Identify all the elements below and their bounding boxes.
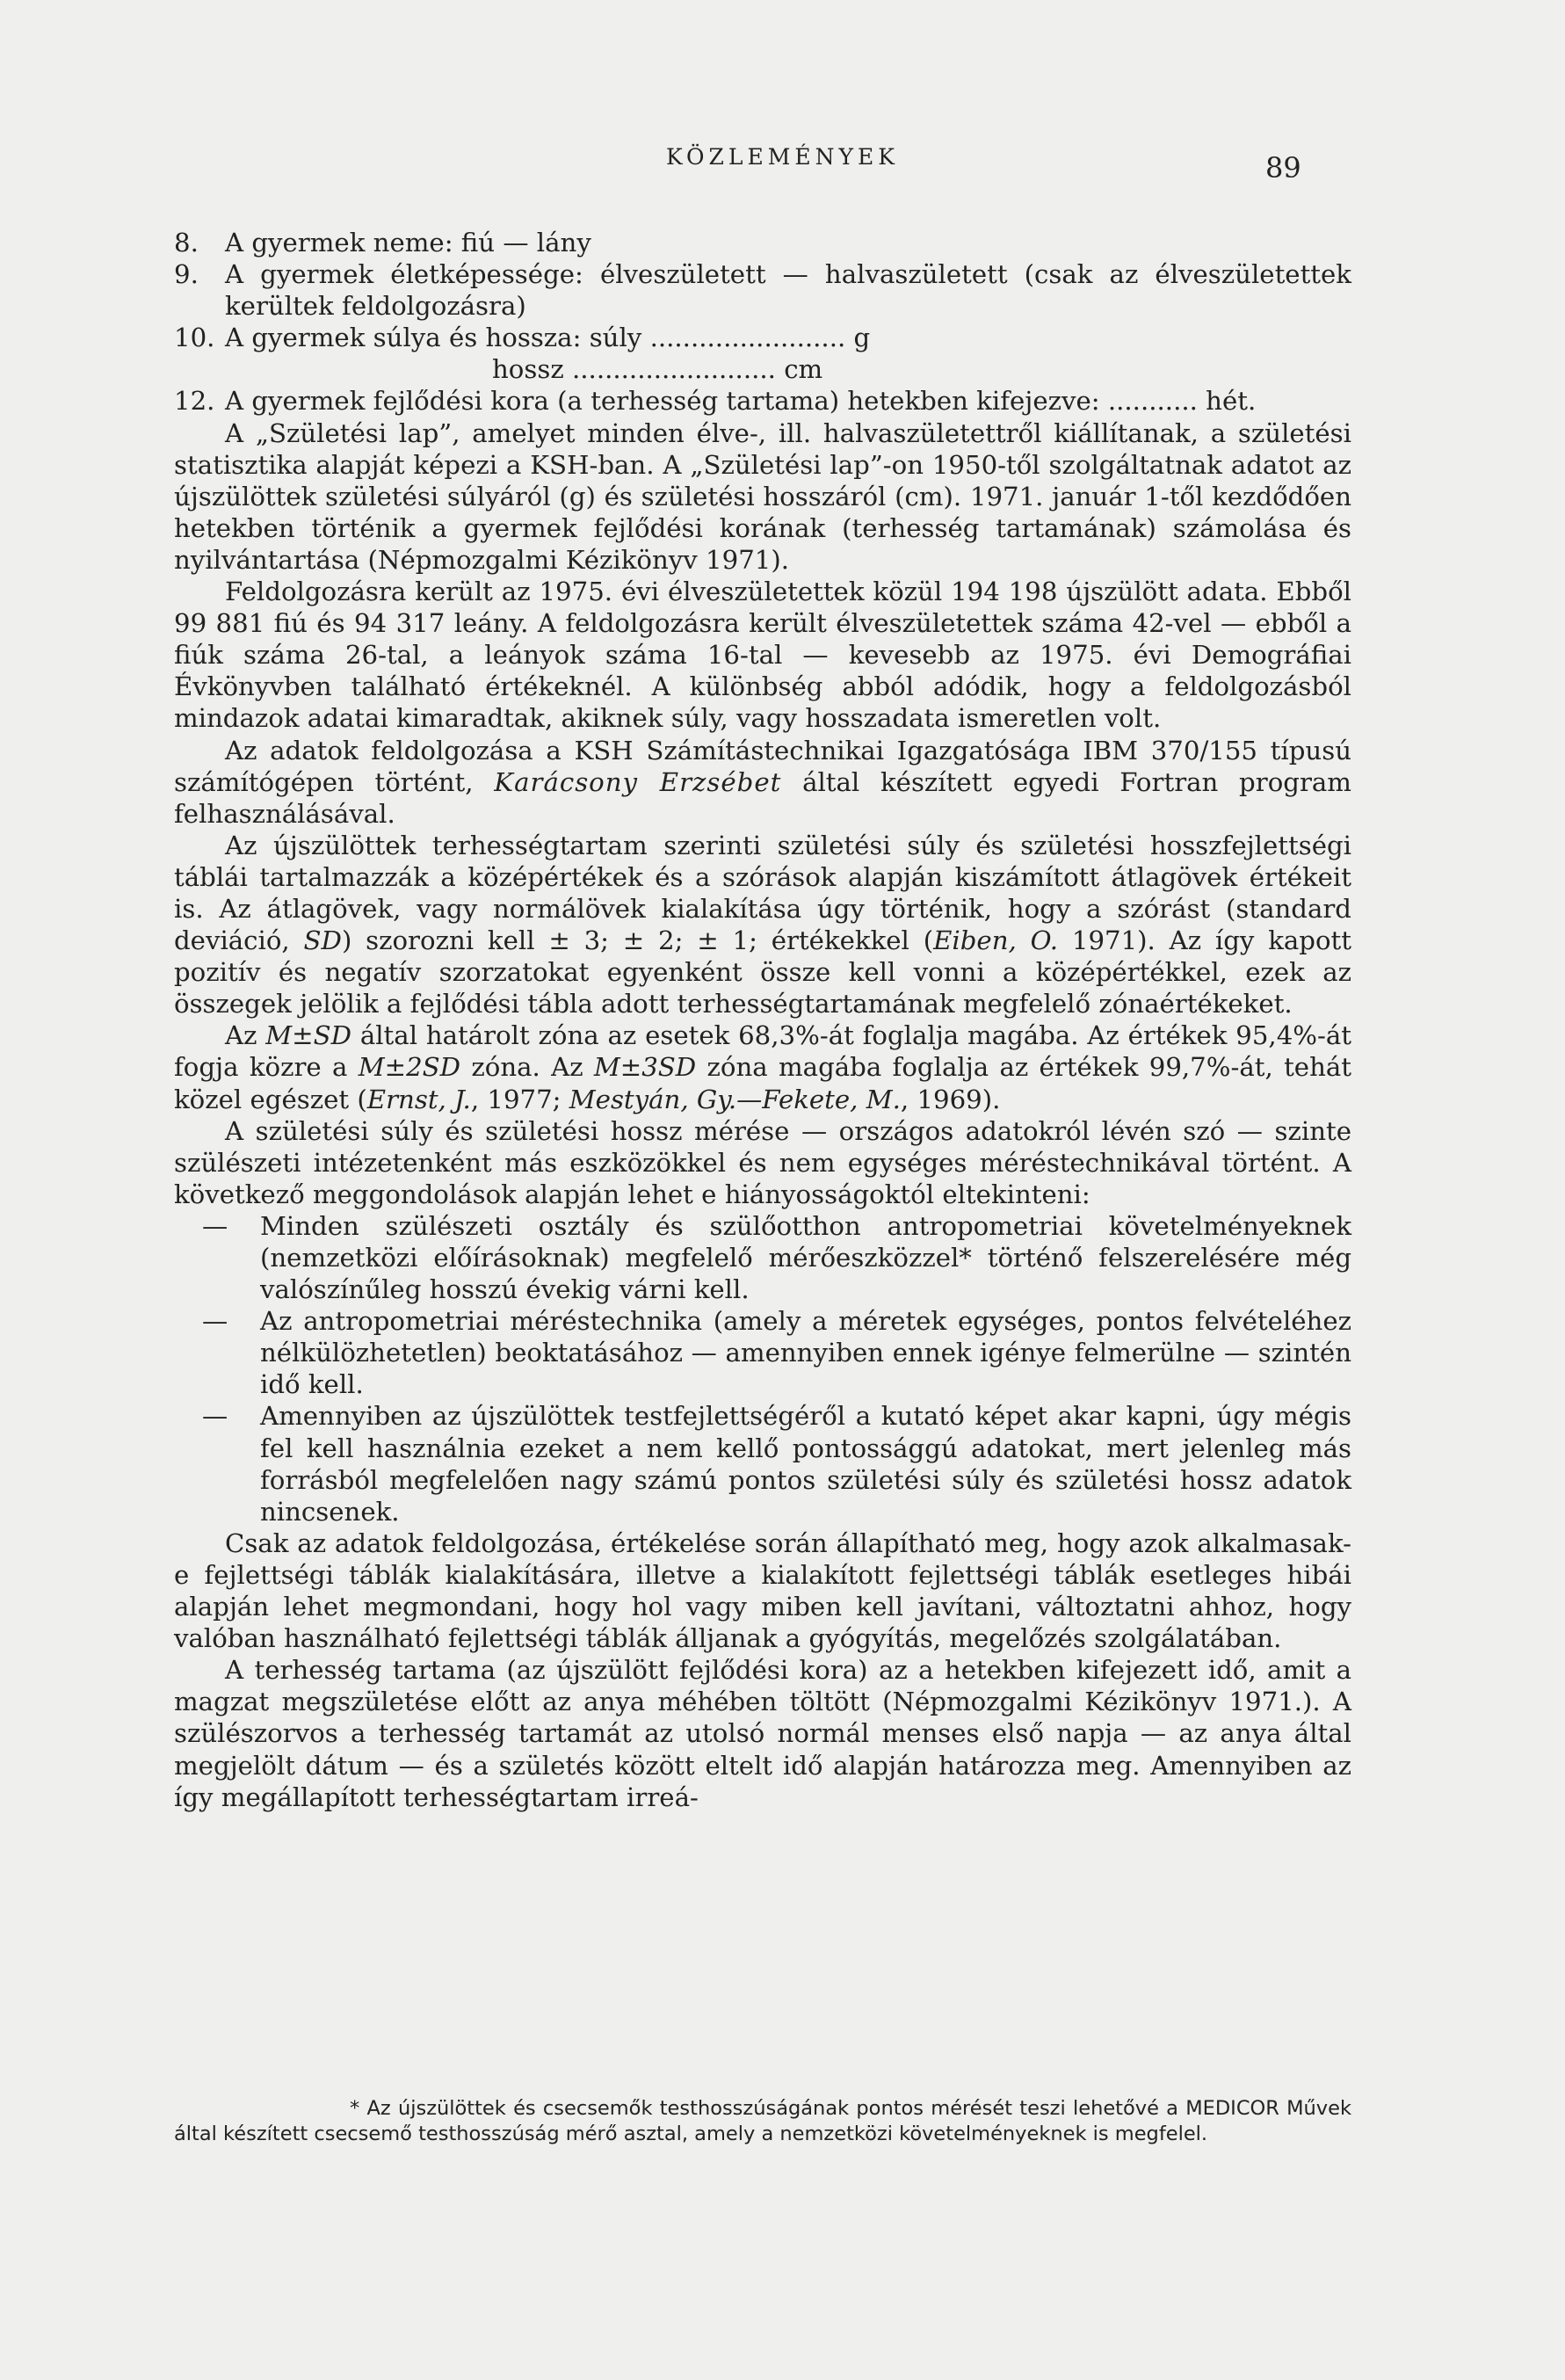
main-text xyxy=(174,227,1351,1813)
text-run: zóna magába foglalja az értékek 99,7%-át, tehát közel egészet ( xyxy=(174,1052,1351,1114)
citation: Ernst, J. xyxy=(366,1084,471,1114)
item-text: A gyermek életképessége: élveszületett — halvaszületett (csak az élveszületettek kerültek feldolgozásra) xyxy=(225,259,1351,322)
text-run: ) szorozni kell ± 3; ± 2; ± 1; értékekkel ( xyxy=(341,925,934,956)
dash-item xyxy=(174,1305,1351,1400)
text-run: Az xyxy=(225,1020,266,1051)
text-run: 1971). Az így kapott pozitív és negatív szorzatokat egyenként össze kell vonni a középértékkel, ezek az összegek jelölik a fejlődési tábla adott terhességtartamának megfelelő zónaértékeket. xyxy=(174,925,1352,1019)
text-run: Az újszülöttek terhességtartam szerinti születési súly és születési hosszfejlettségi táblái tartalmazzák a középértékek és a szórások alapján kiszámított átlagövek értékeit is. Az átlagövek, vagy normálövek kialakítása úgy történik, hogy a szórást (standard deviáció, xyxy=(174,830,1351,956)
formula: M±2SD xyxy=(358,1052,461,1083)
item-text: hossz ......................... cm xyxy=(492,354,823,385)
dash-text: Minden szülészeti osztály és szülőotthon antropometriai követelményeknek (nemzetközi előírásoknak) megfelelő mérőeszközzel* történő felszerelésére még valószínűleg hosszú évekig várni kell. xyxy=(260,1210,1351,1305)
sd-symbol: SD xyxy=(303,925,342,956)
text-run: , 1969). xyxy=(900,1084,1001,1114)
list-item-9 xyxy=(174,258,1351,322)
text-run: , 1977; xyxy=(470,1084,569,1114)
item-number: 9. xyxy=(174,259,199,290)
paragraph-gestation: A terhesség tartama (az újszülött fejlődési kora) az a hetekben kifejezett idő, amit a magzat megszületése előtt az anya méhében töltött (Népmozgalmi Kézikönyv 1971.). A szülészorvos a terhesség tartamát az utolsó normál menses első napja — az anya által megjelölt dátum — és a születés között eltelt idő alapján határozza meg. Amennyiben az így megállapított terhességtartam irreá- xyxy=(174,1655,1351,1812)
paragraph-evaluation: Csak az adatok feldolgozása, értékelése során állapítható meg, hogy azok alkalmasak-e fejlettségi táblák kialakítására, illetve a kialakított fejlettségi táblák esetleges hibái alapján lehet megmondani, hogy hol vagy miben kell javítani, változtatni ahhoz, hogy valóban használható fejlettségi táblák álljanak a gyógyítás, megelőzés szolgálatában. xyxy=(174,1527,1351,1654)
author-name: Karácsony Erzsébet xyxy=(494,766,782,797)
text-run: zóna. Az xyxy=(460,1052,594,1083)
item-text: A gyermek súlya és hossza: súly ........................ g xyxy=(225,323,871,353)
paragraph-development-tables xyxy=(174,830,1351,1020)
list-item-8 xyxy=(174,227,1351,258)
formula: M±SD xyxy=(265,1020,352,1051)
item-number: 10. xyxy=(174,323,215,353)
list-item-10-length xyxy=(174,353,1351,385)
list-item-10 xyxy=(174,322,1351,353)
citation: Eiben, O. xyxy=(933,925,1059,956)
text-run: Az adatok feldolgozása a KSH Számítástechnikai Igazgatósága IBM 370/155 típusú számítógépen történt, xyxy=(174,735,1351,797)
text-run: által határolt zóna az esetek 68,3%-át foglalja magába. Az értékek 95,4%-át fogja közre a xyxy=(174,1020,1352,1083)
citation: Mestyán, Gy.—Fekete, M. xyxy=(569,1084,901,1114)
list-item-12 xyxy=(174,385,1351,417)
formula: M±3SD xyxy=(593,1052,697,1083)
paragraph-computation xyxy=(174,735,1351,830)
dash-marker: — xyxy=(202,1401,228,1432)
item-number: 8. xyxy=(174,228,199,258)
text-run: által készített egyedi Fortran program felhasználásával. xyxy=(174,766,1351,829)
paragraph-zones xyxy=(174,1019,1351,1114)
dash-marker: — xyxy=(202,1306,228,1337)
dash-text: Az antropometriai méréstechnika (amely a méretek egységes, pontos felvételéhez nélkülözhetetlen) beoktatásához — amennyiben ennek igénye felmerülne — szintén idő kell. xyxy=(260,1306,1351,1400)
page-number: 89 xyxy=(1265,151,1301,185)
dash-item xyxy=(174,1210,1351,1305)
item-text: A gyermek neme: fiú — lány xyxy=(225,228,591,258)
running-header: KÖZLEMÉNYEK xyxy=(666,144,899,170)
item-text: A gyermek fejlődési kora (a terhesség tartama) hetekben kifejezve: ........... hét. xyxy=(225,386,1257,417)
paragraph-birth-sheet: A „Születési lap”, amelyet minden élve-, ill. halvaszületettről kiállítanak, a születési statisztika alapját képezi a KSH-ban. A „Születési lap”-on 1950-től szolgáltatnak adatot az újszülöttek születési súlyáról (g) és születési hosszáról (cm). 1971. január 1-től kezdődően hetekben történik a gyermek fejlődési korának (terhesség tartamának) számolása és nyilvántartása (Népmozgalmi Kézikönyv 1971). xyxy=(174,417,1351,575)
paragraph-measurement: A születési súly és születési hossz mérése — országos adatokról lévén szó — szinte szülészeti intézetenként más eszközökkel és nem egységes méréstechnikával történt. A következő meggondolások alapján lehet e hiányosságoktól eltekinteni: xyxy=(174,1115,1351,1209)
dash-text: Amennyiben az újszülöttek testfejlettségéről a kutató képet akar kapni, úgy mégis fel kell használnia ezeket a nem kellő pontossággú adatokat, mert jelenleg más forrásból megfelelően nagy számú pontos születési súly és születési hossz adatok nincsenek. xyxy=(260,1401,1351,1527)
paragraph-processed-data: Feldolgozásra került az 1975. évi élveszületettek közül 194 198 újszülött adata. Ebből 99 881 fiú és 94 317 leány. A feldolgozásra került élveszületettek száma 42-vel — ebből a fiúk száma 26-tal, a leányok száma 16-tal — kevesebb az 1975. évi Demográfiai Évkönyvben található értékeknél. A különbség abból adódik, hogy a feldolgozásból mindazok adatai kimaradtak, akiknek súly, vagy hosszadata ismeretlen volt. xyxy=(174,577,1351,734)
footnote xyxy=(174,2096,1351,2147)
item-number: 12. xyxy=(174,386,215,417)
dash-marker: — xyxy=(202,1210,228,1241)
dash-item xyxy=(174,1400,1351,1527)
footnote-text: * Az újszülöttek és csecsemők testhosszúságának pontos mérését teszi lehetővé a MEDICOR Művek által készített csecsemő testhosszúság mérő asztal, amely a nemzetközi követelményeknek is megfelel. xyxy=(174,2097,1351,2145)
